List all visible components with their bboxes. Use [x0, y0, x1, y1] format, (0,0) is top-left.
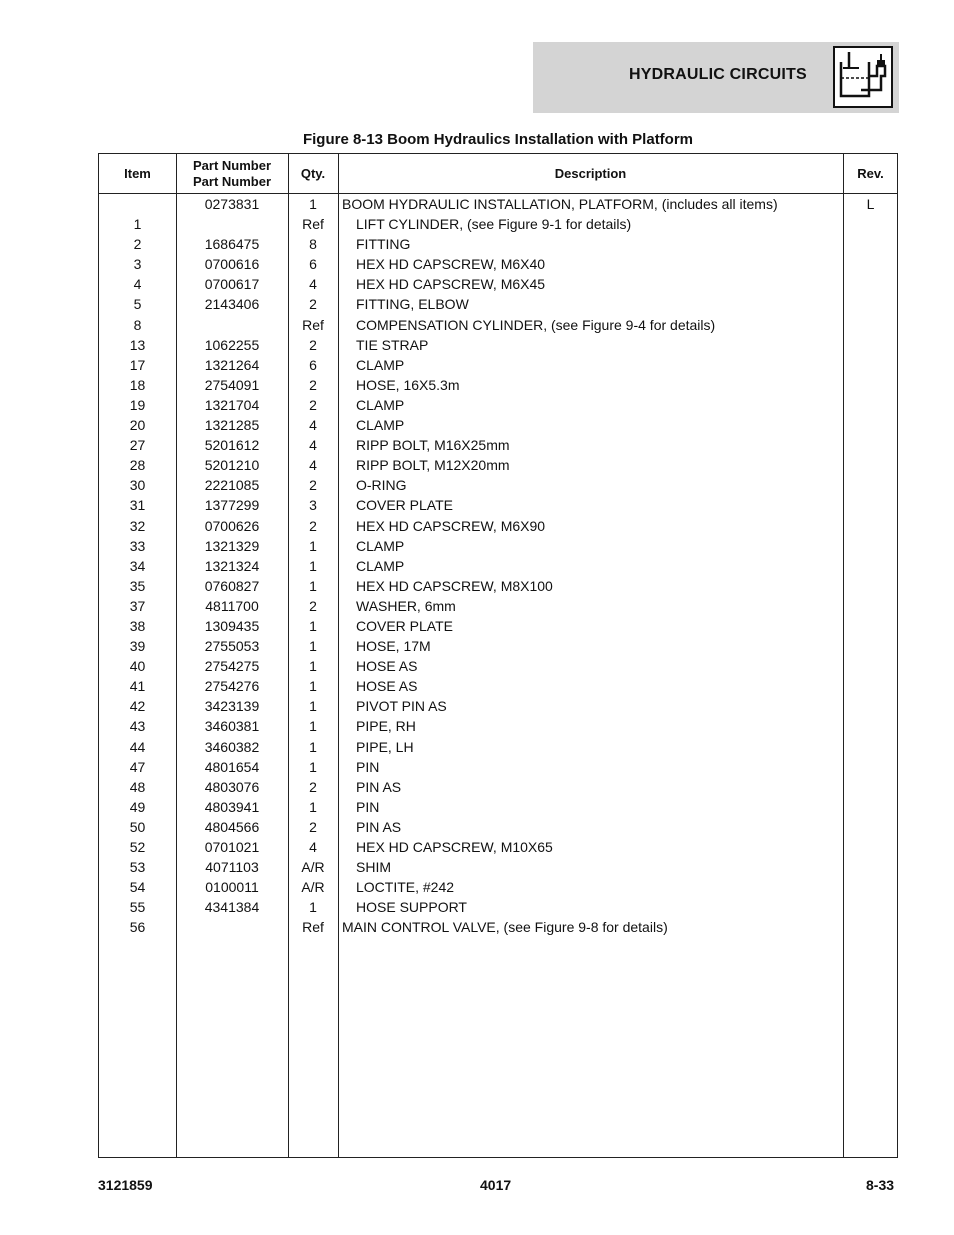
qty-cell: 1	[309, 698, 317, 715]
table-row	[99, 234, 899, 254]
description-cell: PIN	[356, 758, 380, 775]
hydraulic-reservoir-icon	[833, 46, 893, 108]
table-row	[99, 415, 899, 435]
parts-table-body	[99, 194, 899, 937]
part-number-cell: 0700626	[204, 517, 260, 534]
table-row	[99, 516, 899, 536]
table-row	[99, 576, 899, 596]
section-title: HYDRAULIC CIRCUITS	[629, 66, 807, 83]
description-cell: COVER PLATE	[356, 617, 453, 634]
qty-cell: 3	[309, 497, 317, 514]
description-cell: HEX HD CAPSCREW, M8X100	[356, 577, 553, 594]
table-row	[99, 375, 899, 395]
part-number-cell: 4071103	[205, 859, 259, 876]
table-row	[99, 737, 899, 757]
table-row	[99, 857, 899, 877]
item-cell: 49	[129, 798, 146, 815]
item-cell: 30	[129, 477, 146, 494]
table-row	[99, 636, 899, 656]
description-cell: FITTING	[356, 236, 411, 253]
qty-cell: Ref	[302, 316, 324, 333]
item-cell: 38	[129, 617, 146, 634]
item-cell: 39	[129, 638, 146, 655]
item-cell: 44	[129, 738, 146, 755]
qty-cell: 1	[309, 899, 317, 916]
description-cell: SHIM	[356, 859, 391, 876]
part-number-cell: 3460381	[204, 718, 260, 735]
qty-cell: 1	[309, 557, 317, 574]
description-cell: HOSE, 16X5.3m	[356, 376, 460, 393]
description-cell: PIN AS	[356, 818, 402, 835]
description-cell: COVER PLATE	[356, 497, 453, 514]
qty-cell: 4	[309, 457, 317, 474]
qty-cell: 1	[309, 738, 317, 755]
description-cell: HEX HD CAPSCREW, M6X40	[356, 256, 546, 273]
part-number-cell: 1686475	[204, 236, 260, 253]
item-cell: 4	[133, 276, 142, 293]
table-row	[99, 395, 899, 415]
table-row	[99, 556, 899, 576]
part-number-cell: 2755053	[204, 638, 260, 655]
description-cell: PIN	[356, 798, 380, 815]
table-row	[99, 536, 899, 556]
description-cell: CLAMP	[356, 356, 405, 373]
table-row	[99, 335, 899, 355]
part-number-cell: 1377299	[204, 497, 260, 514]
part-number-cell: 1321329	[204, 537, 260, 554]
qty-cell: 6	[309, 356, 317, 373]
table-row	[99, 254, 899, 274]
rev-cell: L	[866, 196, 875, 212]
description-cell: WASHER, 6mm	[356, 597, 456, 614]
qty-cell: Ref	[302, 919, 324, 936]
part-number-cell: 4811700	[205, 597, 259, 614]
item-cell: 53	[129, 859, 146, 876]
qty-cell: 8	[309, 236, 317, 253]
qty-cell: 4	[309, 437, 317, 454]
item-cell: 2	[133, 236, 142, 253]
qty-cell: 1	[309, 196, 317, 212]
qty-cell: 2	[309, 477, 317, 494]
qty-cell: 4	[309, 839, 317, 855]
qty-cell: 1	[309, 537, 317, 554]
description-cell: CLAMP	[356, 557, 405, 574]
table-row	[99, 656, 899, 676]
item-cell: 13	[129, 336, 146, 353]
description-cell: HOSE, 17M	[356, 638, 431, 655]
description-cell: PIVOT PIN AS	[356, 698, 447, 715]
part-number-cell: 4341384	[204, 899, 260, 916]
qty-cell: 2	[309, 778, 317, 795]
description-cell: HEX HD CAPSCREW, M10X65	[356, 839, 553, 855]
item-cell: 20	[129, 417, 146, 434]
table-row	[99, 455, 899, 475]
item-cell: 48	[129, 778, 146, 795]
description-cell: CLAMP	[356, 417, 405, 434]
qty-cell: 1	[309, 658, 317, 675]
item-cell: 34	[129, 557, 146, 574]
part-number-cell: 1321264	[204, 356, 260, 373]
item-cell: 50	[129, 818, 146, 835]
part-number-cell: 5201210	[204, 457, 260, 474]
qty-cell: 1	[309, 718, 317, 735]
table-row	[99, 475, 899, 495]
part-number-cell: 2221085	[204, 477, 260, 494]
part-number-cell: 0700616	[204, 256, 260, 273]
item-cell: 28	[129, 457, 146, 474]
item-cell: 5	[133, 296, 142, 313]
table-row	[99, 315, 899, 335]
item-cell: 37	[129, 597, 146, 614]
part-number-cell: 3460382	[204, 738, 260, 755]
part-number-cell: 1321704	[204, 396, 260, 413]
qty-cell: 1	[309, 577, 317, 594]
description-cell: HOSE SUPPORT	[356, 899, 467, 916]
part-number-cell: 4804566	[204, 818, 260, 835]
qty-cell: A/R	[301, 859, 325, 876]
description-cell: LOCTITE, #242	[356, 879, 455, 896]
part-number-cell: 2754275	[204, 658, 260, 675]
table-row	[99, 757, 899, 777]
item-cell: 41	[129, 678, 146, 695]
description-cell: CLAMP	[356, 537, 405, 554]
part-number-cell: 0760827	[204, 577, 260, 594]
table-row	[99, 797, 899, 817]
qty-cell: 2	[309, 396, 317, 413]
table-row	[99, 355, 899, 375]
table-row	[99, 435, 899, 455]
description-cell: TIE STRAP	[356, 336, 429, 353]
table-row	[99, 716, 899, 736]
table-row	[99, 817, 899, 837]
item-cell: 42	[129, 698, 146, 715]
figure-caption: Figure 8-13 Boom Hydraulics Installation with Platform	[302, 131, 694, 148]
item-cell: 40	[129, 658, 146, 675]
footer-model: 4017	[480, 1177, 512, 1193]
part-number-cell: 0701021	[204, 839, 260, 855]
table-row	[99, 214, 899, 234]
item-cell: 43	[129, 718, 146, 735]
description-cell: BOOM HYDRAULIC INSTALLATION, PLATFORM, (includes all items)	[342, 196, 778, 212]
description-cell: LIFT CYLINDER, (see Figure 9-1 for details)	[356, 216, 632, 233]
part-number-cell: 5201612	[204, 437, 260, 454]
column-header-rev: Rev.	[857, 165, 884, 181]
qty-cell: 4	[309, 276, 317, 293]
item-cell: 33	[129, 537, 146, 554]
description-cell: RIPP BOLT, M12X20mm	[356, 457, 510, 474]
qty-cell: Ref	[302, 216, 324, 233]
part-number-cell: 0273831	[204, 196, 260, 212]
parts-table	[98, 153, 898, 1158]
table-row	[99, 897, 899, 917]
table-row	[99, 596, 899, 616]
item-cell: 27	[129, 437, 146, 454]
table-row	[99, 194, 899, 214]
qty-cell: 1	[309, 678, 317, 695]
qty-cell: 6	[309, 256, 317, 273]
description-cell: COMPENSATION CYLINDER, (see Figure 9-4 for details)	[356, 316, 716, 333]
description-cell: HEX HD CAPSCREW, M6X90	[356, 517, 546, 534]
item-cell: 55	[129, 899, 146, 916]
qty-cell: 2	[309, 336, 317, 353]
part-number-cell: 4803076	[204, 778, 260, 795]
qty-cell: 2	[309, 818, 317, 835]
qty-cell: 1	[309, 617, 317, 634]
qty-cell: 2	[309, 296, 317, 313]
footer-doc-number: 3121859	[98, 1177, 153, 1193]
item-cell: 56	[129, 919, 146, 936]
item-cell: 47	[129, 758, 146, 775]
part-number-cell: 1321324	[204, 557, 260, 574]
column-header-part-number: Part Number Part Number	[192, 157, 272, 189]
description-cell: PIPE, LH	[356, 738, 414, 755]
part-number-cell: 3423139	[204, 698, 260, 715]
description-cell: PIPE, RH	[356, 718, 416, 735]
qty-cell: 2	[309, 597, 317, 614]
item-cell: 3	[133, 256, 142, 273]
item-cell: 35	[129, 577, 146, 594]
table-row	[99, 294, 899, 314]
table-row	[99, 274, 899, 294]
item-cell: 54	[129, 879, 146, 896]
item-cell: 32	[129, 517, 146, 534]
qty-cell: 1	[309, 638, 317, 655]
table-row	[99, 877, 899, 897]
table-row	[99, 495, 899, 515]
item-cell: 18	[129, 376, 146, 393]
item-cell: 1	[133, 216, 142, 233]
qty-cell: 1	[309, 798, 317, 815]
qty-cell: 4	[309, 417, 317, 434]
column-header-qty: Qty.	[300, 165, 326, 181]
column-header-description: Description	[554, 165, 627, 181]
qty-cell: 2	[309, 517, 317, 534]
footer-page-number: 8-33	[866, 1177, 895, 1193]
part-number-cell: 1309435	[204, 617, 260, 634]
part-number-cell: 2143406	[204, 296, 260, 313]
description-cell: HEX HD CAPSCREW, M6X45	[356, 276, 546, 293]
part-number-cell: 4801654	[204, 758, 260, 775]
part-number-cell: 4803941	[204, 798, 260, 815]
table-row	[99, 777, 899, 797]
description-cell: PIN AS	[356, 778, 402, 795]
description-cell: FITTING, ELBOW	[356, 296, 469, 313]
description-cell: RIPP BOLT, M16X25mm	[356, 437, 510, 454]
table-row	[99, 917, 899, 937]
table-row	[99, 696, 899, 716]
part-number-cell: 1062255	[204, 336, 260, 353]
item-cell: 17	[129, 356, 146, 373]
part-number-cell: 0700617	[204, 276, 260, 293]
table-row	[99, 837, 899, 857]
item-cell: 52	[129, 839, 146, 855]
part-number-cell: 1321285	[204, 417, 260, 434]
item-cell: 8	[133, 316, 142, 333]
description-cell: HOSE AS	[356, 678, 418, 695]
description-cell: CLAMP	[356, 396, 405, 413]
qty-cell: 1	[309, 758, 317, 775]
description-cell: MAIN CONTROL VALVE, (see Figure 9-8 for details)	[342, 919, 668, 936]
description-cell: O-RING	[356, 477, 407, 494]
item-cell: 31	[129, 497, 146, 514]
qty-cell: 2	[309, 376, 317, 393]
description-cell: HOSE AS	[356, 658, 418, 675]
qty-cell: A/R	[301, 879, 325, 896]
part-number-cell: 2754276	[204, 678, 260, 695]
column-header-item: Item	[124, 165, 151, 181]
table-row	[99, 616, 899, 636]
table-row	[99, 676, 899, 696]
item-cell: 19	[129, 396, 146, 413]
part-number-cell: 2754091	[204, 376, 260, 393]
part-number-cell: 0100011	[205, 879, 259, 896]
